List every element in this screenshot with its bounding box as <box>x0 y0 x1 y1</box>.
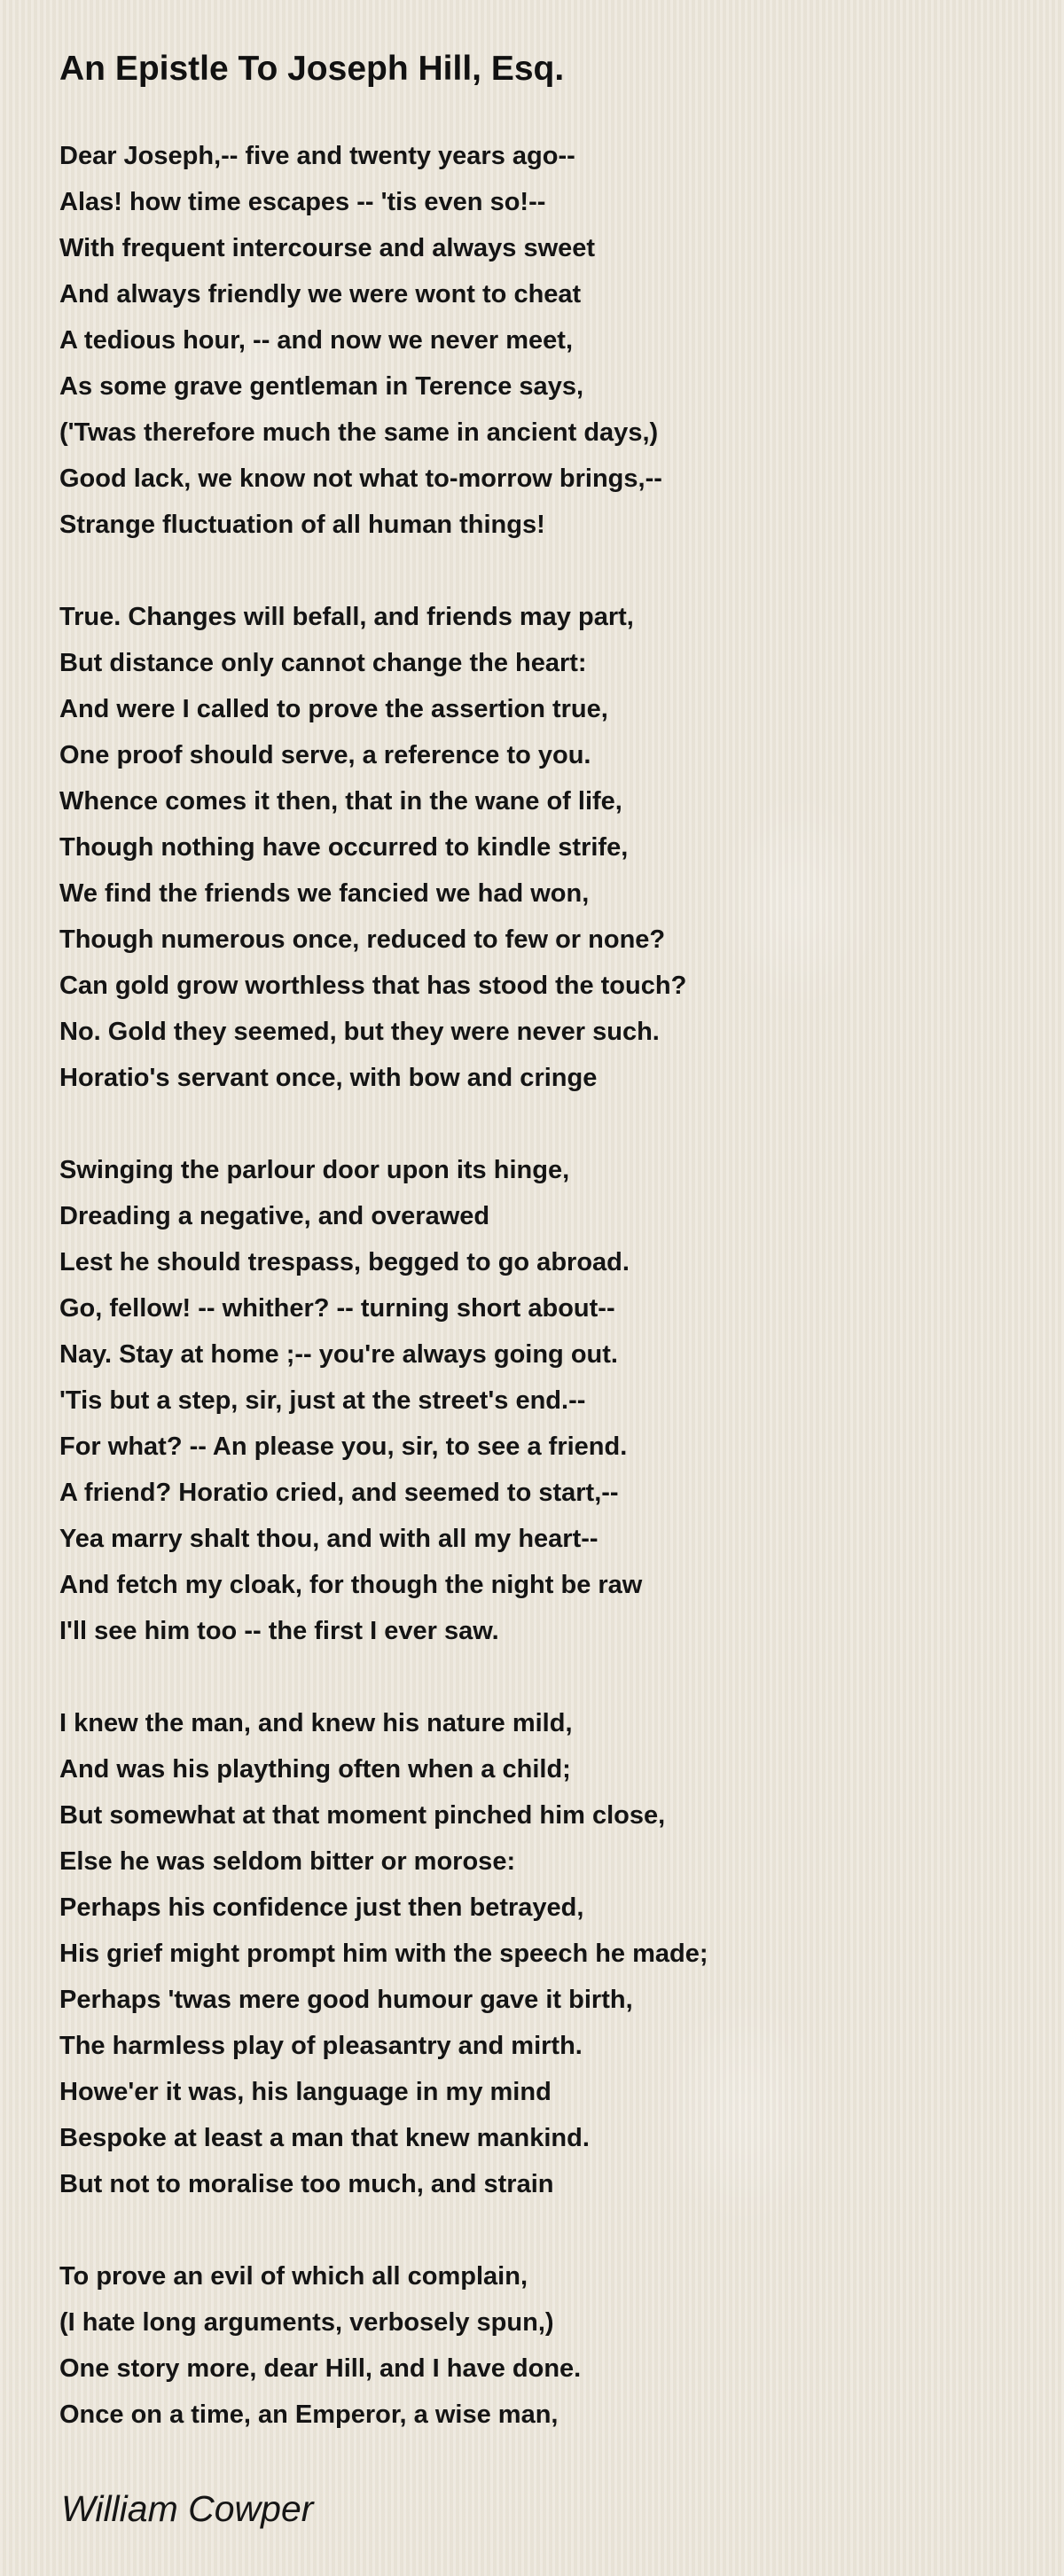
poem-line: Lest he should trespass, begged to go abroad. <box>59 1248 630 1276</box>
poem-line: Dear Joseph,-- five and twenty years ago-- <box>59 142 575 170</box>
poem-line: Else he was seldom bitter or morose: <box>59 1847 516 1876</box>
poem-line: But somewhat at that moment pinched him close, <box>59 1801 666 1830</box>
poem-body <box>59 133 1035 2484</box>
stanza <box>59 2253 1035 2438</box>
poem-line: 'Tis but a step, sir, just at the street's end.-- <box>59 1386 586 1415</box>
poem-line: I knew the man, and knew his nature mild, <box>59 1709 573 1737</box>
poem-title: An Epistle To Joseph Hill, Esq. <box>59 50 565 88</box>
poem-line: One proof should serve, a reference to you. <box>59 741 591 769</box>
poem-line: Alas! how time escapes -- 'tis even so!-- <box>59 188 546 216</box>
poem-line: Once on a time, an Emperor, a wise man, <box>59 2400 559 2429</box>
poem-line: A friend? Horatio cried, and seemed to start,-- <box>59 1479 619 1507</box>
poem-line: The harmless play of pleasantry and mirth. <box>59 2032 583 2060</box>
poem-line: Perhaps 'twas mere good humour gave it birth, <box>59 1986 633 2014</box>
poem-line: For what? -- An please you, sir, to see a friend. <box>59 1432 628 1461</box>
poem-line: And were I called to prove the assertion true, <box>59 695 608 723</box>
poem-line: Yea marry shalt thou, and with all my heart-- <box>59 1525 598 1553</box>
poem-line: Perhaps his confidence just then betrayed, <box>59 1893 584 1922</box>
poem-line: His grief might prompt him with the speech he made; <box>59 1940 708 1968</box>
poem-line: Strange fluctuation of all human things! <box>59 511 545 539</box>
poem-line: A tedious hour, -- and now we never meet, <box>59 326 574 355</box>
stanza <box>59 1700 1035 2207</box>
poem-line: And fetch my cloak, for though the night be raw <box>59 1571 643 1599</box>
poem-line: To prove an evil of which all complain, <box>59 2262 528 2291</box>
poem-line: Dreading a negative, and overawed <box>59 1202 490 1230</box>
poem-line: I'll see him too -- the first I ever saw. <box>59 1617 499 1645</box>
poem-line: As some grave gentleman in Terence says, <box>59 372 584 401</box>
poem-author: William Cowper <box>61 2488 314 2529</box>
poem-line: But not to moralise too much, and strain <box>59 2170 554 2198</box>
stanza <box>59 1147 1035 1654</box>
poem-line: Though nothing have occurred to kindle strife, <box>59 833 629 862</box>
poem-line: Can gold grow worthless that has stood the touch? <box>59 972 687 1000</box>
poem-line: Swinging the parlour door upon its hinge, <box>59 1156 570 1184</box>
poem-line: Whence comes it then, that in the wane of life, <box>59 787 622 816</box>
poem-line: Go, fellow! -- whither? -- turning short about-- <box>59 1294 615 1323</box>
poem-line: Horatio's servant once, with bow and cringe <box>59 1064 598 1092</box>
poem-line: And was his plaything often when a child; <box>59 1755 571 1784</box>
poem-line: Nay. Stay at home ;-- you're always going out. <box>59 1340 618 1369</box>
poem-line: ('Twas therefore much the same in ancient days,) <box>59 418 659 447</box>
poem-line: Good lack, we know not what to-morrow brings,-- <box>59 464 662 493</box>
stanza <box>59 594 1035 1101</box>
poem-line: Howe'er it was, his language in my mind <box>59 2078 552 2106</box>
stanza <box>59 133 1035 548</box>
poem-line: And always friendly we were wont to cheat <box>59 280 582 308</box>
poem-line: Bespoke at least a man that knew mankind. <box>59 2124 590 2152</box>
poem-line: We find the friends we fancied we had won, <box>59 879 590 908</box>
poem-line: Though numerous once, reduced to few or none? <box>59 925 666 954</box>
poem-line: (I hate long arguments, verbosely spun,) <box>59 2308 554 2337</box>
poem-line: But distance only cannot change the heart: <box>59 649 587 677</box>
poem-line: No. Gold they seemed, but they were never such. <box>59 1018 660 1046</box>
poem-line: With frequent intercourse and always sweet <box>59 234 596 262</box>
poem-line: True. Changes will befall, and friends may part, <box>59 603 634 631</box>
poem-line: One story more, dear Hill, and I have done. <box>59 2354 582 2383</box>
